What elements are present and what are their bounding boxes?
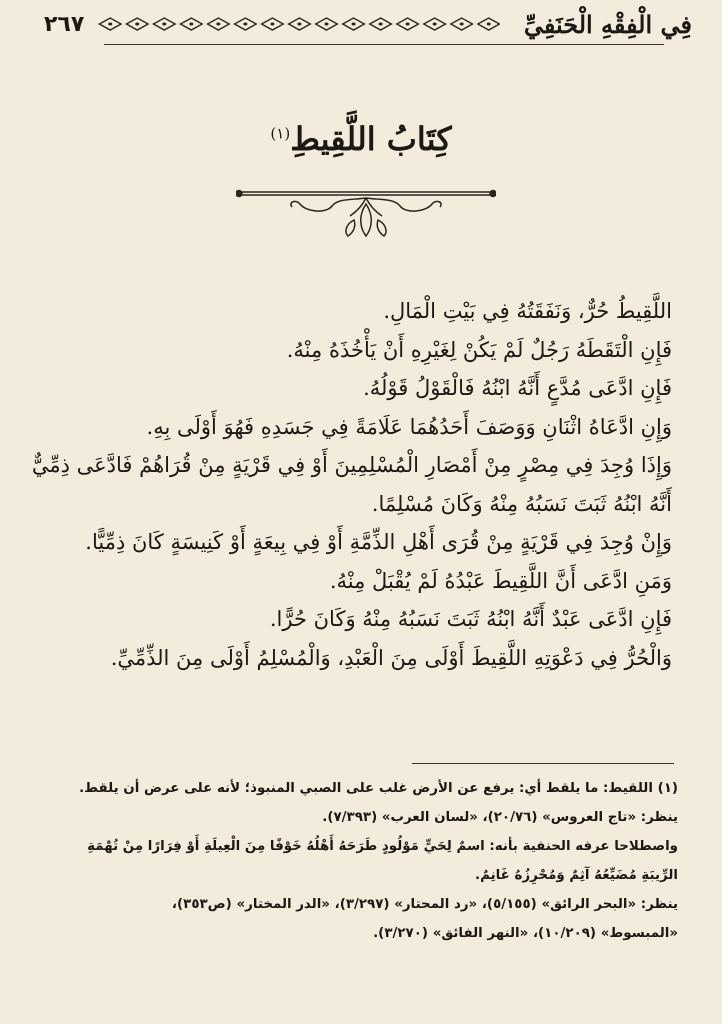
footnote-line: ينظر: «تاج العروس» (٢٠/٧٦)، «لسان العرب» (٧/٣٩٣). xyxy=(322,810,678,825)
page-number: ٢٦٧ xyxy=(44,11,85,37)
header-divider xyxy=(104,44,664,45)
text-line: وَإِنْ وُجِدَ فِي قَرْيَةٍ مِنْ قُرَى أَهْلِ الذِّمَّةِ أَوْ فِي بِيعَةٍ أَوْ كَنِيسَةٍ كَانَ ذِمِّيًّا. xyxy=(85,530,672,554)
text-line: فَإِنِ ادَّعَى مُدَّعٍ أَنَّهُ ابْنُهُ فَالْقَوْلُ قَوْلُهُ. xyxy=(363,376,672,400)
footnote-line: الرِّيبَةِ مُضَيِّعُهُ آثِمٌ وَمُحْرِزُهُ غَانِمٌ. xyxy=(475,868,678,883)
header-ornament-icon xyxy=(94,15,500,33)
text-line: وَإِذَا وُجِدَ فِي مِصْرٍ مِنْ أَمْصَارِ الْمُسْلِمِينَ أَوْ فِي قَرْيَةٍ مِنْ قُرَاهُمْ فَادَّعَى ذِمِّيٌّ xyxy=(31,453,672,477)
text-line: فَإِنِ الْتَقَطَهُ رَجُلٌ لَمْ يَكُنْ لِغَيْرِهِ أَنْ يَأْخُذَهُ مِنْهُ. xyxy=(286,337,672,362)
chapter-title-text: كِتَابُ اللَّقِيطِ xyxy=(290,120,452,158)
footnotes xyxy=(44,774,678,948)
footnote-line: «المبسوط» (١٠/٢٠٩)، «النهر الفائق» (٣/٢٧٠). xyxy=(373,926,678,941)
footnote-line: ينظر: «البحر الرائق» (٥/١٥٥)، «رد المحتار» (٣/٢٩٧)، «الدر المختار» (ص٣٥٣)، xyxy=(171,897,678,912)
text-line: فَإِنِ ادَّعَى عَبْدٌ أَنَّهُ ابْنُهُ ثَبَتَ نَسَبُهُ مِنْهُ وَكَانَ حُرًّا. xyxy=(269,607,672,631)
footnote-divider xyxy=(412,763,674,764)
text-line: اللَّقِيطُ حُرٌّ، وَنَفَقَتُهُ فِي بَيْتِ الْمَالِ. xyxy=(383,299,672,323)
footnote-marker: (١) xyxy=(270,124,291,143)
running-title: فِي الْفِقْهِ الْحَنَفِيِّ xyxy=(523,9,692,39)
text-line: أَنَّهُ ابْنُهُ ثَبَتَ نَسَبُهُ مِنْهُ وَكَانَ مُسْلِمًا. xyxy=(371,491,672,516)
chapter-title xyxy=(0,120,722,158)
text-line: وَمَنِ ادَّعَى أَنَّ اللَّقِيطَ عَبْدُهُ لَمْ يُقْبَلْ مِنْهُ. xyxy=(329,568,672,593)
text-line: وَالْحُرُّ فِي دَعْوَتِهِ اللَّقِيطَ أَوْلَى مِنَ الْعَبْدِ، وَالْمُسْلِمُ أَوْلَى مِنَ الذِّمِّيِّ. xyxy=(110,645,672,670)
title-ornament-icon xyxy=(236,182,496,242)
footnote-line: واصطلاحا عرفه الحنفية بأنه: اسمٌ لِحَيٍّ مَوْلُودٍ طَرَحَهُ أَهْلُهُ خَوْفًا مِنَ الْعِيلَةِ أَوْ فِرَارًا مِنْ تُهْمَةِ xyxy=(87,839,678,854)
text-line: وَإِنِ ادَّعَاهُ اثْنَانِ وَوَصَفَ أَحَدُهُمَا عَلَامَةً فِي جَسَدِهِ فَهُوَ أَوْلَى بِهِ. xyxy=(146,414,672,439)
page-header xyxy=(44,4,692,44)
main-text xyxy=(31,292,672,677)
footnote-line: (١) اللقيط: ما يلقط أي: يرفع عن الأرض غلب على الصبي المنبوذ؛ لأنه على عرض أن يلقط. xyxy=(79,781,678,796)
